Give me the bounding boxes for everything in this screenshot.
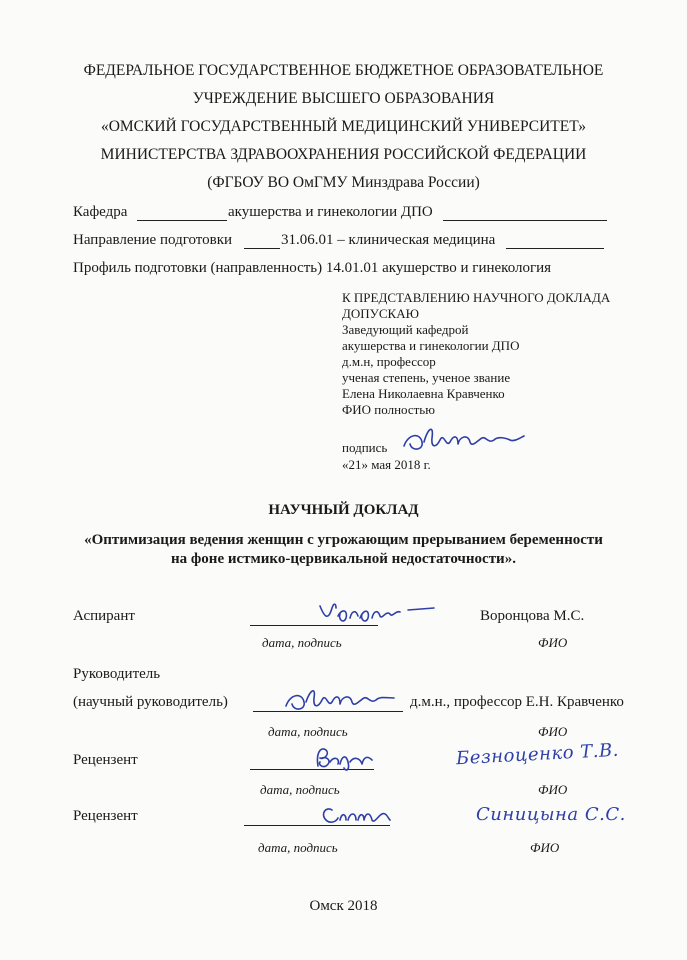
reviewer-1-handwritten-name: Безноценко Т.В. — [455, 739, 620, 770]
aspirant-signature-image — [316, 596, 446, 630]
reviewer-1-signature-image — [312, 742, 378, 774]
approval-line-2: ДОПУСКАЮ — [342, 306, 419, 321]
supervisor-label-1: Руководитель — [73, 666, 161, 682]
direction-underline-right — [506, 248, 604, 249]
supervisor-label-2: (научный руководитель) — [73, 694, 228, 710]
report-heading: НАУЧНЫЙ ДОКЛАД — [268, 502, 419, 518]
supervisor-date-sign-caption: дата, подпись — [268, 724, 348, 739]
header-line-4: МИНИСТЕРСТВА ЗДРАВООХРАНЕНИЯ РОССИЙСКОЙ ФЕДЕРАЦИИ — [100, 146, 587, 163]
department-value: акушерства и гинекологии ДПО — [228, 204, 433, 220]
supervisor-fio-caption: ФИО — [538, 724, 568, 739]
aspirant-label: Аспирант — [73, 608, 135, 624]
supervisor-signature-image — [280, 680, 400, 716]
report-title-line-2: на фоне истмико-цервикальной недостаточности». — [171, 551, 516, 567]
approval-line-5: д.м.н, профессор — [342, 354, 436, 369]
department-underline-right — [443, 220, 607, 221]
report-title-line-1: «Оптимизация ведения женщин с угрожающим прерыванием беременности — [84, 532, 603, 548]
reviewer-2-handwritten-name: Синицына С.С. — [476, 804, 626, 825]
header-line-3: «ОМСКИЙ ГОСУДАРСТВЕННЫЙ МЕДИЦИНСКИЙ УНИВЕРСИТЕТ» — [100, 118, 587, 135]
approval-signature-label: подпись — [342, 440, 388, 455]
approval-line-4: акушерства и гинекологии ДПО — [342, 338, 520, 353]
supervisor-name: д.м.н., профессор Е.Н. Кравченко — [410, 694, 624, 710]
direction-underline-left — [244, 248, 280, 249]
department-underline-left — [137, 220, 227, 221]
approval-line-1: К ПРЕДСТАВЛЕНИЮ НАУЧНОГО ДОКЛАДА — [342, 290, 611, 305]
footer-city-year: Омск 2018 — [309, 898, 378, 914]
reviewer-2-label: Рецензент — [73, 808, 138, 824]
reviewer-2-signature-image — [318, 800, 394, 830]
department-label: Кафедра — [73, 204, 128, 220]
direction-label: Направление подготовки — [73, 232, 233, 248]
reviewer-1-label: Рецензент — [73, 752, 138, 768]
reviewer-2-fio-caption: ФИО — [530, 840, 560, 855]
profile-line: Профиль подготовки (направленность) 14.01.01 акушерство и гинекология — [73, 260, 552, 276]
header-line-2: УЧРЕЖДЕНИЕ ВЫСШЕГО ОБРАЗОВАНИЯ — [192, 90, 495, 107]
approval-line-8: ФИО полностью — [342, 402, 435, 417]
approval-line-7: Елена Николаевна Кравченко — [342, 386, 505, 401]
aspirant-fio-caption: ФИО — [538, 635, 568, 650]
reviewer-2-date-sign-caption: дата, подпись — [258, 840, 338, 855]
approval-date: «21» мая 2018 г. — [342, 457, 431, 472]
header-line-5: (ФГБОУ ВО ОмГМУ Минздрава России) — [207, 174, 480, 191]
reviewer-1-fio-caption: ФИО — [538, 782, 568, 797]
head-signature-image — [398, 418, 528, 458]
aspirant-name: Воронцова М.С. — [480, 608, 585, 624]
direction-value: 31.06.01 – клиническая медицина — [281, 232, 496, 248]
reviewer-1-date-sign-caption: дата, подпись — [260, 782, 340, 797]
approval-line-3: Заведующий кафедрой — [342, 322, 469, 337]
aspirant-date-sign-caption: дата, подпись — [262, 635, 342, 650]
approval-line-6: ученая степень, ученое звание — [342, 370, 511, 385]
header-line-1: ФЕДЕРАЛЬНОЕ ГОСУДАРСТВЕННОЕ БЮДЖЕТНОЕ ОБРАЗОВАТЕЛЬНОЕ — [83, 62, 604, 79]
